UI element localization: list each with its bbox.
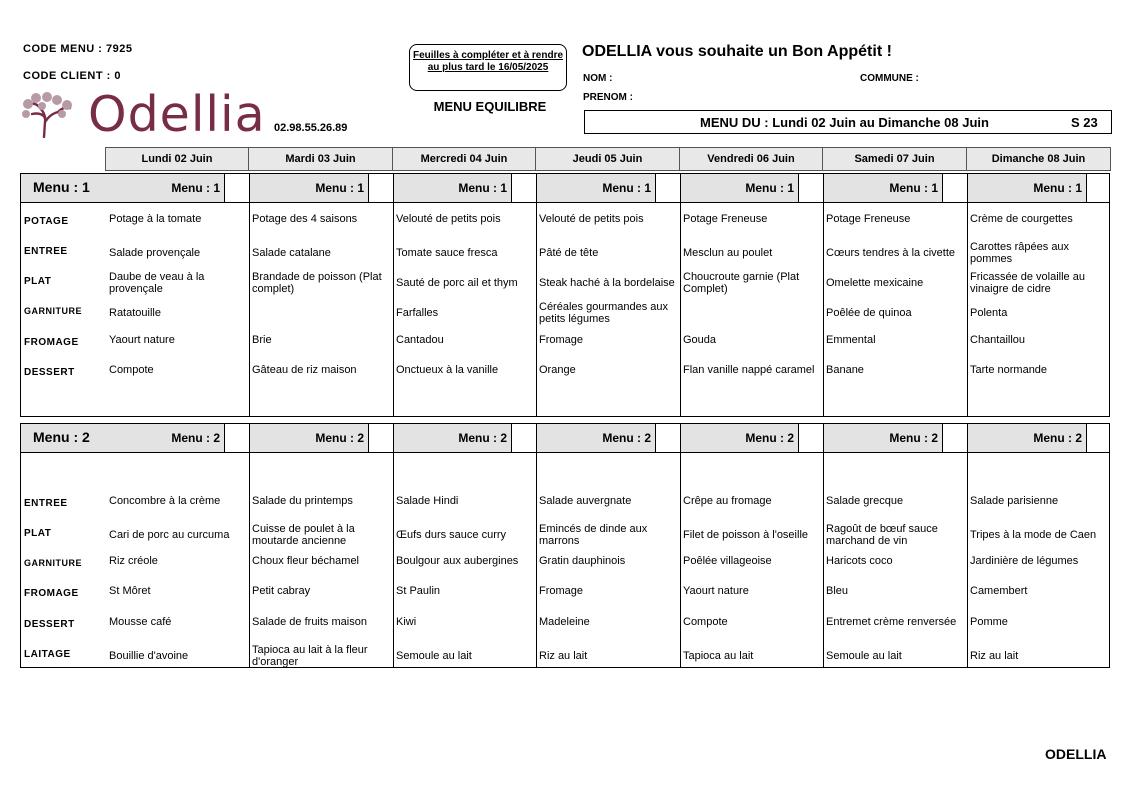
day-menu-label: Menu : 2	[968, 424, 1086, 452]
menu-cell: Semoule au lait	[826, 650, 902, 662]
day-menu-label: Menu : 2	[250, 424, 368, 452]
menu-cell: Cantadou	[396, 334, 444, 346]
greeting: ODELLIA vous souhaite un Bon Appétit !	[582, 43, 892, 60]
header-divider	[655, 174, 656, 202]
menu-cell: Emmental	[826, 334, 876, 346]
menu-cell: Riz au lait	[539, 650, 588, 662]
menu-cell: Haricots coco	[826, 555, 893, 567]
menu-cell: Velouté de petits pois	[539, 213, 644, 225]
menu-title: Menu : 2	[21, 424, 105, 452]
column-divider	[967, 424, 968, 667]
menu-cell: Banane	[826, 364, 864, 376]
code-client-value: 0	[114, 70, 121, 82]
phone-number: 02.98.55.26.89	[274, 122, 348, 134]
menu-cell: Bleu	[826, 585, 849, 597]
menu-cell: Cari de porc au curcuma	[109, 529, 230, 541]
column-divider	[680, 174, 681, 416]
logo-wordmark: Odellia	[88, 86, 266, 143]
menu-cell: Onctueux à la vanille	[396, 364, 499, 376]
code-client	[23, 70, 121, 82]
menu-cell: Tapioca au lait	[683, 650, 754, 662]
header-divider	[511, 424, 512, 452]
menu-cell: Velouté de petits pois	[396, 213, 501, 225]
commune-label: COMMUNE :	[860, 73, 919, 84]
day-menu-label: Menu : 1	[968, 174, 1086, 202]
menu-cell: St Môret	[109, 585, 151, 597]
menu-cell: Concombre à la crème	[109, 495, 221, 507]
menu-cell: Orange	[539, 364, 576, 376]
menu-cell: Carottes râpées aux pommes	[970, 241, 1070, 265]
menu-cell: Flan vanille nappé caramel	[683, 364, 815, 376]
day-menu-label: Menu : 1	[537, 174, 655, 202]
category-label: DESSERT	[24, 367, 75, 378]
menu-cell: Salade provençale	[109, 247, 201, 259]
menu-cell: Œufs durs sauce curry	[396, 529, 507, 541]
menu-period-box	[584, 110, 1112, 134]
menu-cell: Yaourt nature	[683, 585, 749, 597]
column-divider	[536, 174, 537, 416]
header-divider	[368, 424, 369, 452]
menu-cell: Jardinière de légumes	[970, 555, 1079, 567]
menu-cell: Madeleine	[539, 616, 590, 628]
menu-cell: Salade grecque	[826, 495, 904, 507]
menu-cell: Salade du printemps	[252, 495, 353, 507]
code-menu-value: 7925	[106, 43, 133, 55]
header-divider	[1086, 174, 1087, 202]
column-divider	[823, 424, 824, 667]
column-divider	[249, 174, 250, 416]
menu-cell: Cuisse de poulet à la moutarde ancienne	[252, 523, 355, 547]
menu-cell: Fromage	[539, 585, 584, 597]
category-label: GARNITURE	[24, 558, 82, 568]
menu-cell: Potage Freneuse	[683, 213, 768, 225]
menu-cell: Boulgour aux aubergines	[396, 555, 519, 567]
code-menu-label: CODE MENU :	[23, 43, 103, 55]
odellia-logo	[20, 86, 266, 143]
day-menu-label: Menu : 2	[394, 424, 511, 452]
menu-cell: Polenta	[970, 307, 1008, 319]
footer-brand: ODELLIA	[1045, 746, 1107, 762]
menu-cell: Emincés de dinde aux marrons	[539, 523, 648, 547]
menu-cell: Tripes à la mode de Caen	[970, 529, 1097, 541]
menu-cell	[683, 300, 820, 326]
menu-cell: Riz au lait	[970, 650, 1019, 662]
category-label: FROMAGE	[24, 337, 79, 348]
menu-period: MENU DU : Lundi 02 Juin au Dimanche 08 Juin	[700, 115, 989, 130]
menu-cell: Mesclun au poulet	[683, 247, 773, 259]
category-label: FROMAGE	[24, 588, 79, 599]
deadline-notice: Feuilles à compléter et à rendre au plus tard le 16/05/2025	[409, 44, 567, 91]
day-header: Dimanche 08 Juin	[966, 147, 1111, 171]
menu-cell: Poêlée villageoise	[683, 555, 772, 567]
day-header: Samedi 07 Juin	[822, 147, 967, 171]
menu-cell: Pomme	[970, 616, 1008, 628]
category-label: GARNITURE	[24, 306, 82, 316]
menu-cell: Cœurs tendres à la civette	[826, 247, 955, 259]
menu-cell: Tomate sauce fresca	[396, 247, 498, 259]
day-menu-label: Menu : 1	[394, 174, 511, 202]
header-divider	[368, 174, 369, 202]
menu-cell: Daube de veau à la provençale	[109, 271, 205, 295]
day-header: Jeudi 05 Juin	[535, 147, 680, 171]
menu-cell: Ratatouille	[109, 307, 161, 319]
tree-icon	[20, 92, 84, 138]
day-header: Vendredi 06 Juin	[679, 147, 823, 171]
day-menu-label: Menu : 1	[824, 174, 942, 202]
menu-cell: Céréales gourmandes aux petits légumes	[539, 301, 669, 325]
menu-cell: Crème de courgettes	[970, 213, 1073, 225]
menu-header-strip	[21, 174, 1109, 203]
menu-cell: Filet de poisson à l'oseille	[683, 529, 809, 541]
menu-cell: Compote	[109, 364, 154, 376]
day-menu-label: Menu : 1	[681, 174, 798, 202]
menu-cell: Potage des 4 saisons	[252, 213, 358, 225]
day-header: Mardi 03 Juin	[248, 147, 393, 171]
menu-cell: Ragoût de bœuf sauce marchand de vin	[826, 523, 938, 547]
menu-cell: Salade de fruits maison	[252, 616, 367, 628]
menu-2-block	[20, 423, 1110, 668]
code-menu	[23, 43, 133, 55]
day-menu-label: Menu : 2	[681, 424, 798, 452]
menu-cell: Brie	[252, 334, 272, 346]
menu-cell: Tarte normande	[970, 364, 1048, 376]
menu-cell: Tapioca au lait à la fleur d'oranger	[252, 644, 368, 668]
menu-header-strip	[21, 424, 1109, 453]
menu-cell: Fromage	[539, 334, 584, 346]
menu-title: Menu : 1	[21, 174, 105, 202]
column-divider	[823, 174, 824, 416]
menu-cell: Mousse café	[109, 616, 172, 628]
menu-cell: Salade catalane	[252, 247, 331, 259]
menu-cell: Poêlée de quinoa	[826, 307, 912, 319]
menu-cell: Choux fleur béchamel	[252, 555, 360, 567]
day-menu-label: Menu : 2	[105, 424, 224, 452]
menu-cell: Bouillie d'avoine	[109, 650, 189, 662]
menu-cell: Yaourt nature	[109, 334, 175, 346]
menu-cell: Gouda	[683, 334, 717, 346]
column-divider	[393, 424, 394, 667]
menu-cell: Salade parisienne	[970, 495, 1059, 507]
column-divider	[249, 424, 250, 667]
category-label: PLAT	[24, 276, 52, 287]
category-label: DESSERT	[24, 619, 75, 630]
menu-cell: Pâté de tête	[539, 247, 599, 259]
menu-cell: Salade auvergnate	[539, 495, 632, 507]
day-header: Lundi 02 Juin	[105, 147, 249, 171]
menu-cell: Entremet crème renversée	[826, 616, 957, 628]
week-number: S 23	[1071, 115, 1098, 130]
menu-type: MENU EQUILIBRE	[433, 99, 547, 114]
column-divider	[536, 424, 537, 667]
day-menu-label: Menu : 1	[250, 174, 368, 202]
menu-cell: Gratin dauphinois	[539, 555, 626, 567]
column-divider	[393, 174, 394, 416]
nom-label: NOM :	[583, 73, 613, 84]
code-client-label: CODE CLIENT :	[23, 70, 111, 82]
menu-cell: Semoule au lait	[396, 650, 472, 662]
category-label: PLAT	[24, 528, 52, 539]
day-menu-label: Menu : 2	[537, 424, 655, 452]
column-divider	[967, 174, 968, 416]
header-divider	[655, 424, 656, 452]
category-label: ENTREE	[24, 246, 68, 257]
menu-cell: Compote	[683, 616, 728, 628]
menu-cell: Steak haché à la bordelaise	[539, 277, 675, 289]
menu-cell: Omelette mexicaine	[826, 277, 924, 289]
header-divider	[224, 424, 225, 452]
day-menu-label: Menu : 2	[824, 424, 942, 452]
column-divider	[680, 424, 681, 667]
category-label: LAITAGE	[24, 649, 71, 660]
header-divider	[798, 174, 799, 202]
menu-cell: Gâteau de riz maison	[252, 364, 357, 376]
menu-cell: Farfalles	[396, 307, 439, 319]
category-label: POTAGE	[24, 216, 69, 227]
prenom-label: PRENOM :	[583, 92, 633, 103]
header-divider	[798, 424, 799, 452]
menu-cell: Crêpe au fromage	[683, 495, 772, 507]
menu-cell: Potage Freneuse	[826, 213, 911, 225]
menu-cell: Riz créole	[109, 555, 158, 567]
menu-cell: Kiwi	[396, 616, 417, 628]
day-menu-label: Menu : 1	[105, 174, 224, 202]
menu-cell: Choucroute garnie (Plat Complet)	[683, 271, 800, 295]
category-label: ENTREE	[24, 498, 68, 509]
header-divider	[511, 174, 512, 202]
menu-cell: Salade Hindi	[396, 495, 459, 507]
menu-cell: Fricassée de volaille au vinaigre de cidre	[970, 271, 1085, 295]
menu-cell: St Paulin	[396, 585, 441, 597]
menu-cell: Brandade de poisson (Plat complet)	[252, 271, 382, 295]
header-divider	[942, 174, 943, 202]
menu-cell: Sauté de porc ail et thym	[396, 277, 518, 289]
header-divider	[942, 424, 943, 452]
menu-cell: Potage à la tomate	[109, 213, 202, 225]
menu-cell: Chantaillou	[970, 334, 1026, 346]
menu-cell: Camembert	[970, 585, 1028, 597]
menu-1-block	[20, 173, 1110, 417]
menu-cell: Petit cabray	[252, 585, 311, 597]
day-header: Mercredi 04 Juin	[392, 147, 536, 171]
header-divider	[224, 174, 225, 202]
header-divider	[1086, 424, 1087, 452]
menu-cell	[252, 300, 390, 326]
